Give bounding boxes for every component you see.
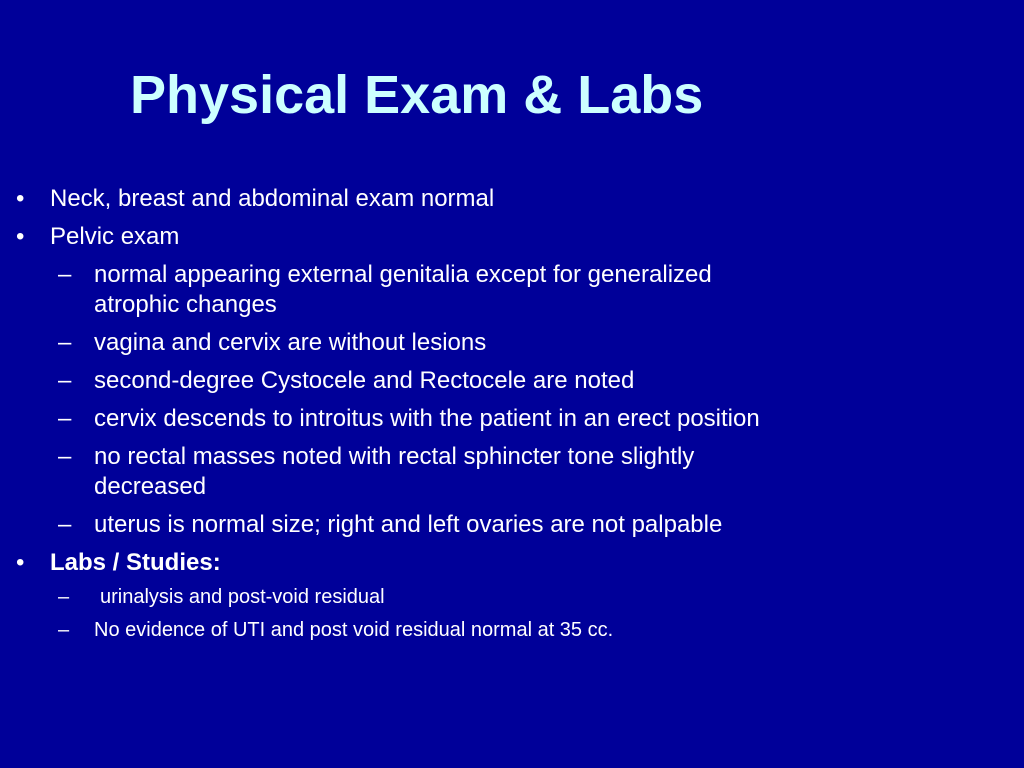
- sub-item-text: uterus is normal size; right and left ovaries are not palpable: [94, 511, 723, 538]
- dash-glyph: –: [58, 367, 72, 394]
- bullet-glyph: •: [16, 223, 25, 250]
- bullet-text: Labs / Studies:: [50, 549, 221, 576]
- dash-glyph: –: [58, 329, 72, 356]
- dash-glyph: –: [58, 443, 72, 470]
- bullet-text: Neck, breast and abdominal exam normal: [50, 185, 495, 212]
- bullet-glyph: •: [16, 549, 25, 576]
- sub-item-text: cervix descends to introitus with the patient in an erect position: [94, 405, 760, 432]
- sub-item-text: second-degree Cystocele and Rectocele are noted: [94, 367, 635, 394]
- bullet-glyph: •: [16, 185, 25, 212]
- sub-item-text: urinalysis and post-void residual: [100, 586, 385, 608]
- sub-item-text: No evidence of UTI and post void residual normal at 35 cc.: [94, 619, 614, 641]
- bullet-text: Pelvic exam: [50, 223, 180, 250]
- sub-item-text-line2: decreased: [94, 473, 207, 500]
- dash-glyph: –: [58, 511, 72, 538]
- sub-item-text: vagina and cervix are without lesions: [94, 329, 487, 356]
- sub-item-text-line1: no rectal masses noted with rectal sphincter tone slightly: [94, 443, 695, 470]
- dash-glyph: –: [58, 405, 72, 432]
- slide-title: Physical Exam & Labs: [130, 65, 704, 125]
- dash-glyph: –: [58, 586, 70, 608]
- sub-item-text-line2: atrophic changes: [94, 291, 277, 318]
- sub-item-text-line1: normal appearing external genitalia except for generalized: [94, 261, 712, 288]
- dash-glyph: –: [58, 619, 70, 641]
- dash-glyph: –: [58, 261, 72, 288]
